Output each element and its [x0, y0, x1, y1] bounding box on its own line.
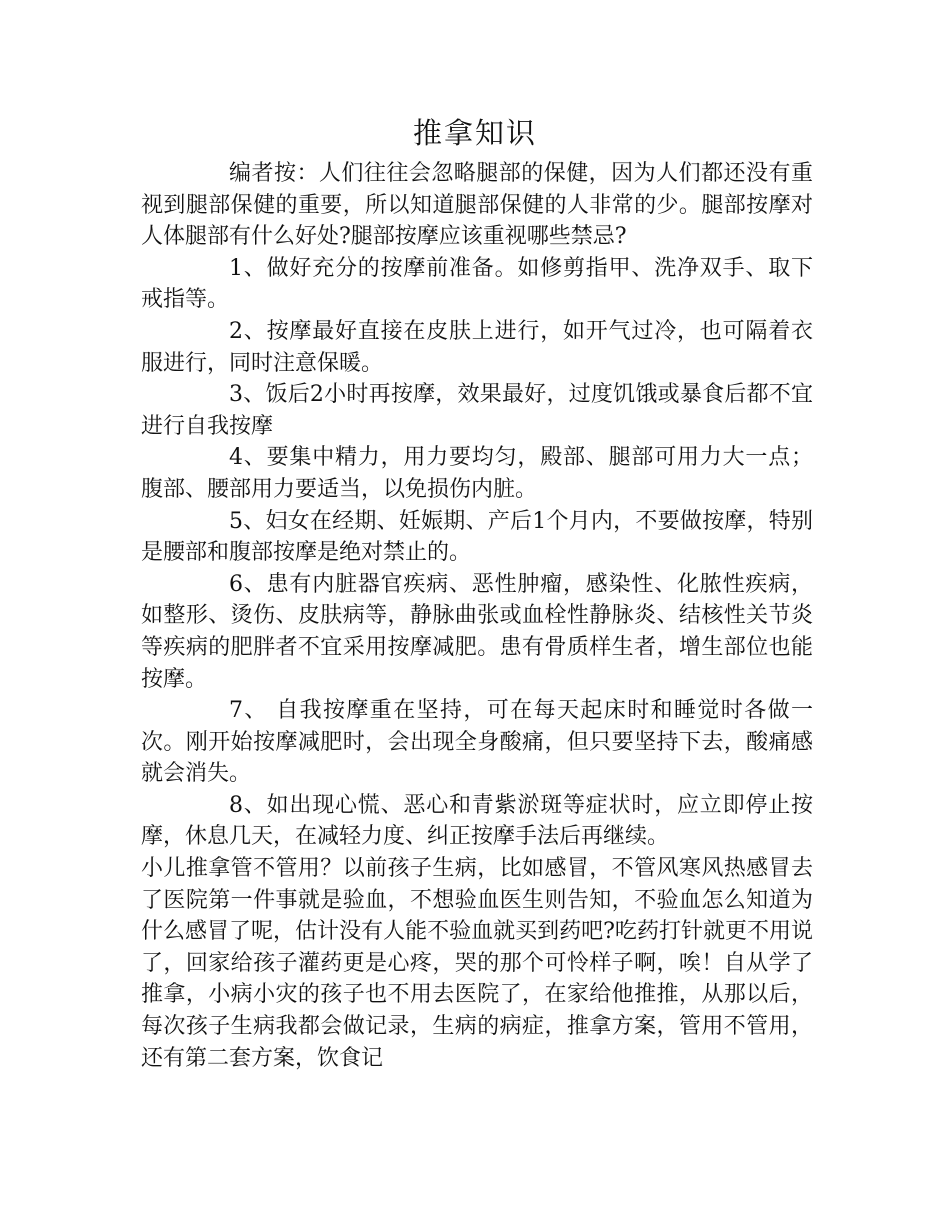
paragraph-tip-4: 4、要集中精力，用力要均匀，殿部、腿部可用力大一点；腹部、腰部用力要适当，以免损伤内脏。 — [141, 445, 813, 502]
paragraph-tip-6: 6、患有内脏器官疾病、恶性肿瘤，感染性、化脓性疾病，如整形、烫伤、皮肤病等，静脉曲张或血栓性静脉炎、结核性关节炎等疾病的肥胖者不宜采用按摩减肥。患有骨质样生者，增生部位也能按摩。 — [141, 571, 813, 692]
document-title: 推拿知识 — [412, 116, 537, 150]
paragraph-child-massage: 小儿推拿管不管用？以前孩子生病，比如感冒，不管风寒风热感冒去了医院第一件事就是验血，不想验血医生则告知，不验血怎么知道为什么感冒了呢，估计没有人能不验血就买到药吧?吃药打针就更不用说了，回家给孩子灌药更是心疼，哭的那个可怜样子啊，唉！自从学了推拿，小病小灾的孩子也不用去医院了，在家给他推推，从那以后，每次孩子生病我都会做记录，生病的病症，推拿方案，管用不管用，还有第二套方案，饮食记 — [141, 856, 813, 1071]
paragraph-tip-7: 7、 自我按摩重在坚持，可在每天起床时和睡觉时各做一次。刚开始按摩减肥时，会出现全身酸痛，但只要坚持下去，酸痛感就会消失。 — [141, 698, 813, 787]
paragraph-tip-1: 1、做好充分的按摩前准备。如修剪指甲、洗净双手、取下戒指等。 — [141, 255, 813, 313]
paragraph-tip-8: 8、如出现心慌、恶心和青紫淤斑等症状时，应立即停止按摩，休息几天，在减轻力度、纠正按摩手法后再继续。 — [141, 792, 813, 850]
paragraph-editor-note: 编者按：人们往往会忽略腿部的保健，因为人们都还没有重视到腿部保健的重要，所以知道腿部保健的人非常的少。腿部按摩对人体腿部有什么好处?腿部按摩应该重视哪些禁忌? — [141, 161, 813, 250]
paragraph-tip-3: 3、饭后2小时再按摩，效果最好，过度饥饿或暴食后都不宜进行自我按摩 — [141, 382, 813, 439]
document-body — [141, 158, 813, 1074]
paragraph-tip-2: 2、按摩最好直接在皮肤上进行，如开气过冷，也可隔着衣服进行，同时注意保暖。 — [141, 318, 813, 376]
paragraph-tip-5: 5、妇女在经期、妊娠期、产后1个月内，不要做按摩，特别是腰部和腹部按摩是绝对禁止的。 — [141, 508, 813, 566]
